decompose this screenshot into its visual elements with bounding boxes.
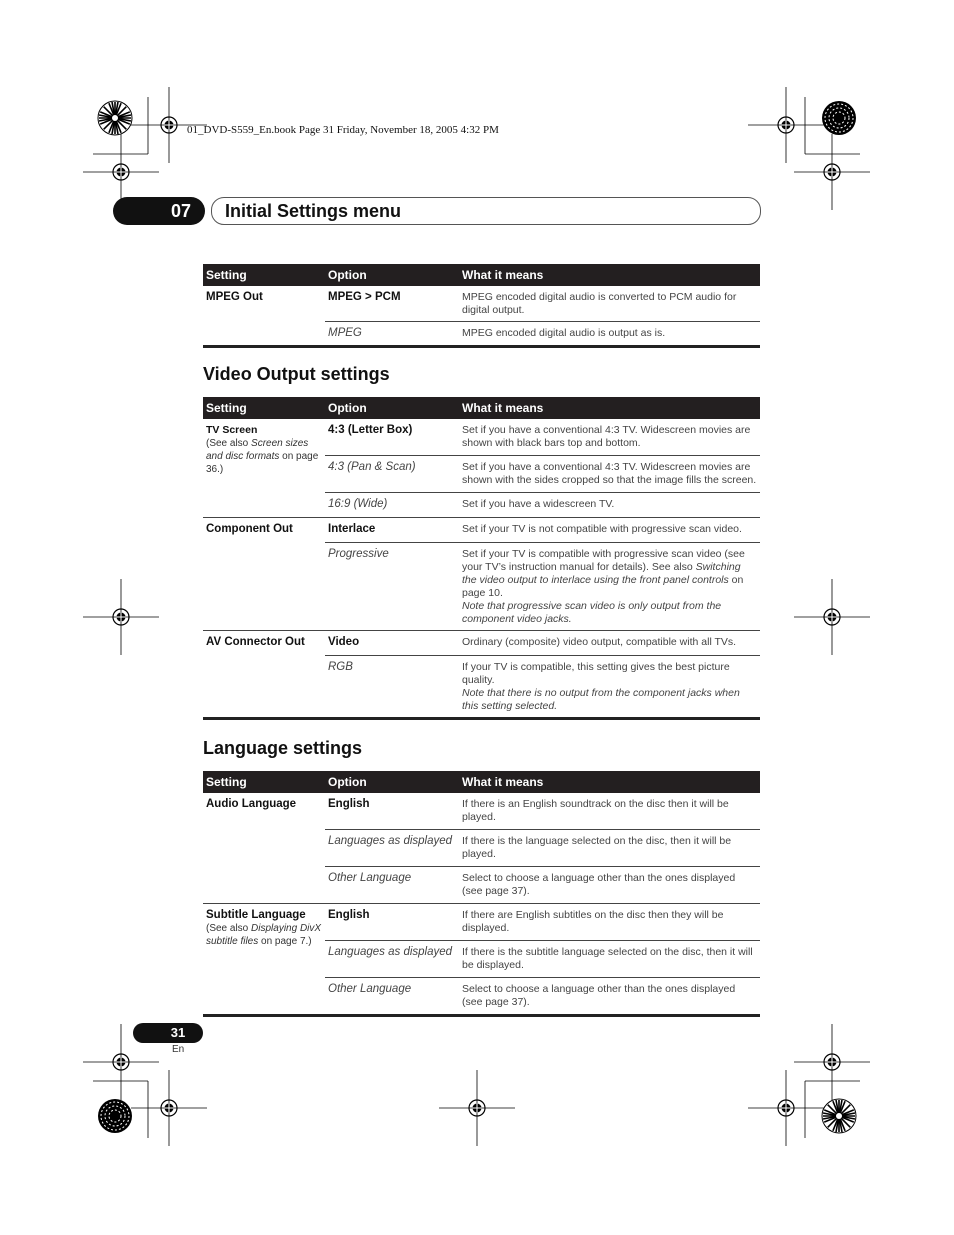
video-section-title: Video Output settings (203, 364, 390, 384)
setting-name: MPEG Out (206, 291, 263, 303)
table-row (203, 286, 760, 322)
option-name: MPEG > PCM (328, 291, 401, 303)
setting-subtitle-language (203, 904, 325, 1016)
option-meaning: MPEG encoded digital audio is output as is. (459, 322, 760, 347)
video-settings-table (203, 397, 760, 720)
language-section-title: Language settings (203, 738, 363, 758)
setting-note: (See also Displaying DivX subtitle files on page 7.) (206, 923, 322, 947)
option-meaning: Set if you have a conventional 4:3 TV. Widescreen movies are shown with the sides cropped so that the image fills the screen. (459, 456, 760, 493)
table-row (203, 518, 760, 543)
page-number: 31 (170, 1025, 186, 1040)
header-meaning: What it means (459, 264, 760, 286)
option-name: Languages as displayed (325, 830, 459, 867)
page-language: En (172, 1044, 185, 1055)
table-header-row (203, 264, 760, 286)
table-row (203, 904, 760, 941)
option-note: Note that there is no output from the component jacks when this setting selected. (462, 687, 740, 712)
header-meaning: What it means (459, 397, 760, 419)
option-name: 16:9 (Wide) (325, 493, 459, 518)
chapter-title: Initial Settings menu (225, 201, 402, 221)
setting-name: TV Screen (206, 424, 258, 436)
option-meaning: If there is the subtitle language selected on the disc, then it will be displayed. (459, 941, 760, 978)
header-setting: Setting (203, 264, 325, 286)
setting-name: Component Out (203, 518, 325, 631)
chapter-number: 07 (170, 201, 192, 221)
language-settings-table (203, 771, 760, 1017)
table-row (203, 793, 760, 830)
setting-note: (See also Screen sizes and disc formats on page 36.) (206, 438, 319, 475)
setting-name: Audio Language (206, 798, 297, 810)
table-header-row (203, 397, 760, 419)
option-name: Video (325, 631, 459, 656)
option-meaning: Set if you have a conventional 4:3 TV. Widescreen movies are shown with black bars top and bottom. (462, 424, 751, 449)
option-meaning: If there is the language selected on the disc, then it will be played. (459, 830, 760, 867)
setting-name: AV Connector Out (203, 631, 325, 719)
option-meaning: If there are English subtitles on the disc then they will be displayed. (459, 904, 760, 941)
option-meaning: Set if your TV is compatible with progressive scan video (see your TV’s instruction manual for details). See also Switching the video output to interlace using the front panel controls on page 10. Note that progressive scan video is only output from the component video jacks. (459, 543, 760, 631)
option-name: Languages as displayed (325, 941, 459, 978)
file-info-header: 01_DVD-S559_En.book Page 31 Friday, November 18, 2005 4:32 PM (187, 124, 499, 136)
header-option: Option (325, 397, 459, 419)
setting-tv-screen (203, 419, 325, 518)
option-meaning: Ordinary (composite) video output, compatible with all TVs. (459, 631, 760, 656)
option-name: Other Language (325, 867, 459, 904)
option-name: English (325, 904, 459, 941)
header-option: Option (325, 264, 459, 286)
option-name: Progressive (325, 543, 459, 631)
option-name: English (328, 798, 370, 810)
option-meaning: MPEG encoded digital audio is converted to PCM audio for digital output. (462, 291, 737, 316)
option-name: 4:3 (Pan & Scan) (325, 456, 459, 493)
option-name: RGB (325, 656, 459, 719)
option-meaning: If there is an English soundtrack on the disc then it will be played. (462, 798, 729, 823)
mpeg-settings-table (203, 264, 760, 348)
option-meaning: Select to choose a language other than the ones displayed (see page 37). (459, 867, 760, 904)
option-name: Other Language (325, 978, 459, 1016)
option-meaning: Set if you have a widescreen TV. (459, 493, 760, 518)
table-row (203, 419, 760, 456)
table-header-row (203, 771, 760, 793)
option-name: MPEG (325, 322, 459, 347)
setting-name: Subtitle Language (206, 909, 306, 921)
header-setting: Setting (203, 397, 325, 419)
header-option: Option (325, 771, 459, 793)
option-meaning: Select to choose a language other than the ones displayed (see page 37). (459, 978, 760, 1016)
option-note: Note that progressive scan video is only output from the component video jacks. (462, 600, 722, 625)
header-meaning: What it means (459, 771, 760, 793)
option-meaning: If your TV is compatible, this setting gives the best picture quality. Note that there is no output from the component jacks when this setting selected. (459, 656, 760, 719)
header-setting: Setting (203, 771, 325, 793)
option-name: Interlace (325, 518, 459, 543)
option-meaning: Set if your TV is not compatible with progressive scan video. (459, 518, 760, 543)
table-row (203, 631, 760, 656)
option-name: 4:3 (Letter Box) (328, 424, 413, 436)
